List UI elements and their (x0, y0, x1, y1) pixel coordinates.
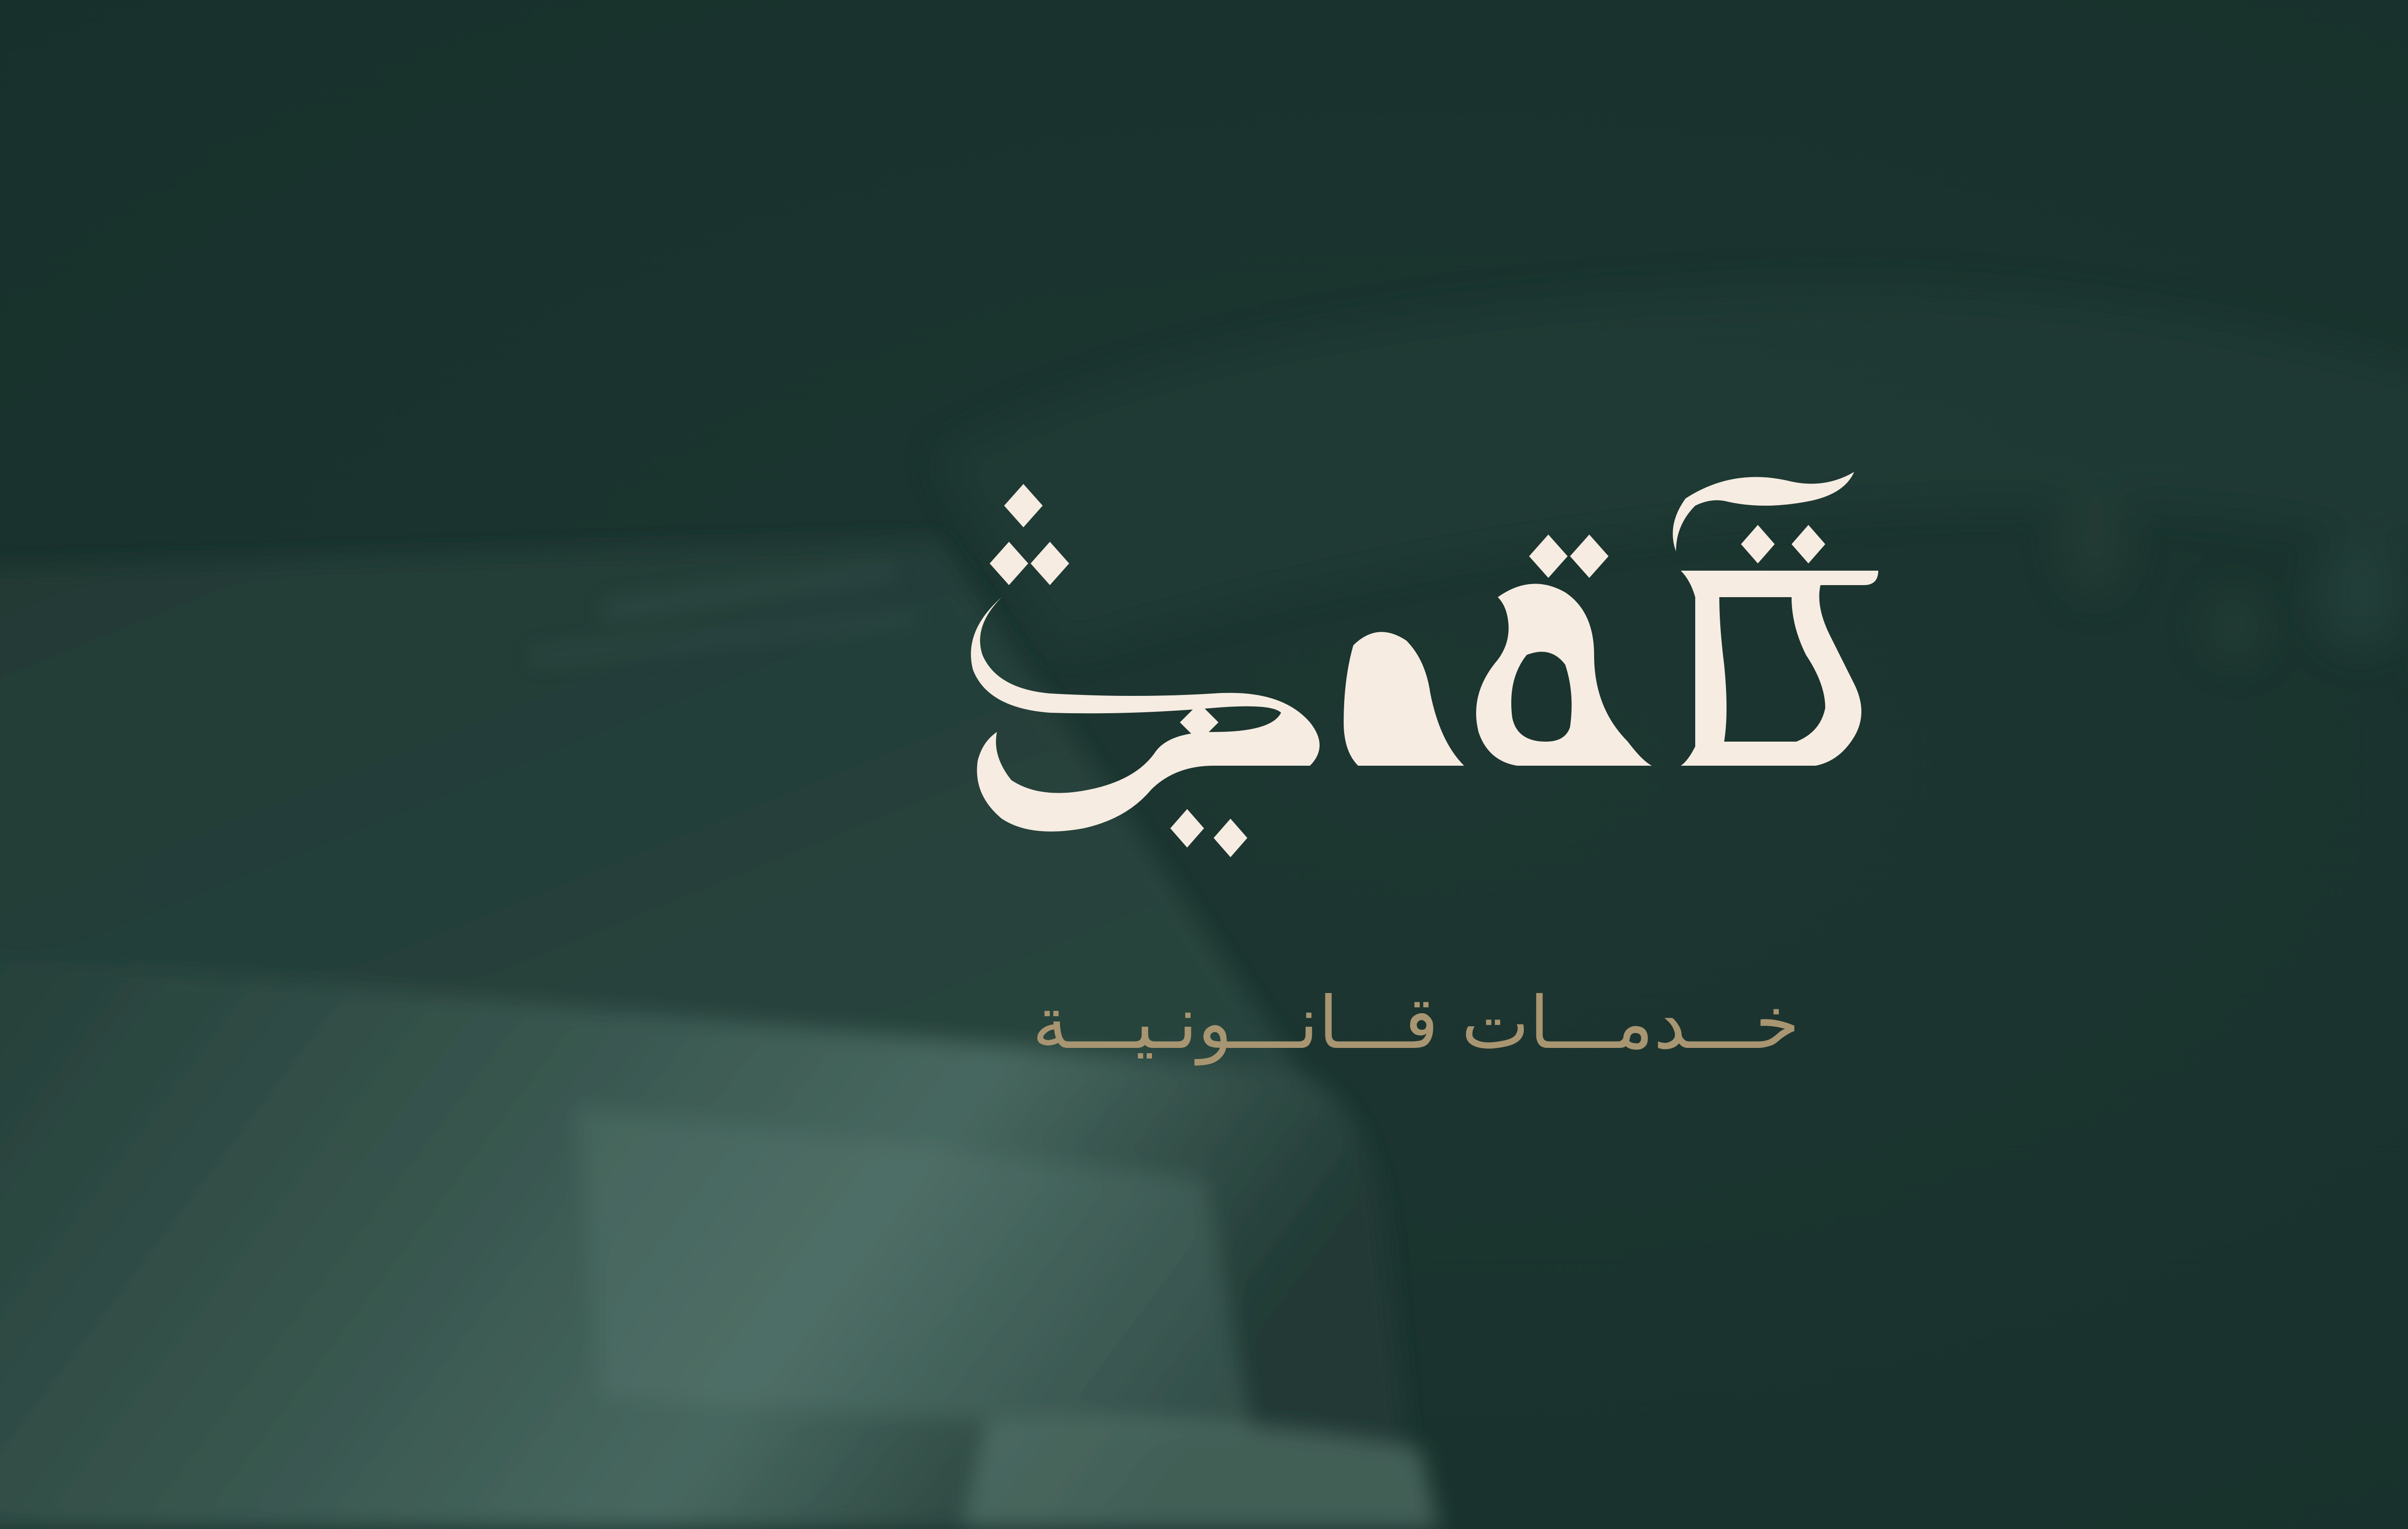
tagline: خـــدمـــات قـــانـــونـيـــة (1032, 981, 1800, 1065)
calligraphy-logo-icon (944, 453, 1902, 973)
